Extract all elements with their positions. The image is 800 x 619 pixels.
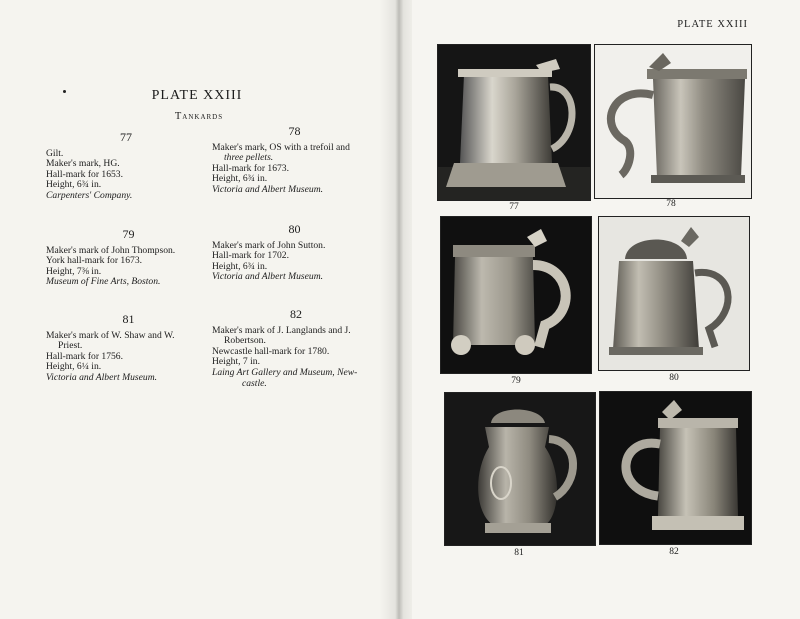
entry-line: Victoria and Albert Museum. [46, 371, 158, 383]
section-title: Tankards [174, 111, 224, 122]
entry-line: Maker's mark, HG. [46, 158, 120, 170]
entry-line: three pellets. [224, 152, 274, 164]
entry-number: 79 [122, 227, 135, 241]
tankard-photo-77 [437, 44, 591, 201]
tankard-image [599, 217, 749, 370]
entry-number: 82 [290, 307, 302, 321]
entry-number: 80 [288, 222, 301, 236]
running-head: PLATE XXIII [677, 19, 748, 30]
entry-line: Maker's mark, OS with a trefoil and [212, 141, 350, 153]
tankard-photo-79 [440, 216, 592, 374]
entry-line: Hall-mark for 1673. [212, 162, 289, 174]
entry-line: Robertson. [224, 335, 266, 347]
entry-line: Museum of Fine Arts, Boston. [46, 276, 161, 288]
tankard-image [441, 217, 591, 373]
caption-82: 82 [669, 547, 679, 557]
entry-line: Maker's mark of John Sutton. [212, 239, 326, 251]
caption-79: 79 [511, 376, 521, 386]
entry-line: Carpenters' Company. [46, 189, 133, 201]
caption-80: 80 [669, 373, 679, 383]
entry-line: Maker's mark of W. Shaw and W. [46, 329, 175, 341]
plate-title: PLATE XXIII [151, 88, 243, 103]
entry-line: Height, 6¾ in. [46, 179, 102, 191]
entry-line: Hall-mark for 1702. [212, 250, 289, 262]
caption-78: 78 [666, 199, 676, 209]
entry-line: Height, 6¾ in. [212, 260, 268, 272]
entry-82 [212, 309, 380, 389]
entry-line: Laing Art Gallery and Museum, New- [212, 366, 358, 378]
tankard-image [595, 45, 751, 198]
tankard-image [600, 392, 751, 544]
entry-line: Victoria and Albert Museum. [212, 271, 324, 283]
entry-line: Priest. [58, 340, 83, 352]
entry-line: Maker's mark of John Thompson. [46, 244, 176, 256]
entry-79 [46, 229, 211, 288]
entry-line: Height, 6¼ in. [46, 361, 102, 373]
entry-77 [46, 132, 206, 202]
entry-81 [46, 314, 211, 384]
entry-line: York hall-mark for 1673. [46, 255, 143, 267]
caption-77: 77 [509, 202, 519, 212]
entry-line: Hall-mark for 1653. [46, 168, 123, 180]
entry-line: Newcastle hall-mark for 1780. [212, 345, 330, 357]
entry-line: Gilt. [46, 147, 64, 159]
tankard-image [438, 45, 590, 200]
tankard-image [445, 393, 595, 545]
entry-line: Victoria and Albert Museum. [212, 183, 324, 195]
entry-line: Hall-mark for 1756. [46, 350, 123, 362]
entry-78 [212, 126, 377, 196]
entry-line: Height, 6¾ in. [212, 173, 268, 185]
entry-number: 77 [120, 130, 132, 144]
entry-line: castle. [242, 377, 267, 389]
entry-line: Maker's mark of J. Langlands and J. [212, 324, 351, 336]
tankard-photo-80 [598, 216, 750, 371]
entry-number: 78 [288, 124, 301, 138]
tankard-photo-82 [599, 391, 752, 545]
tankard-photo-81 [444, 392, 596, 546]
entry-line: Height, 7⅜ in. [46, 265, 102, 277]
caption-81: 81 [514, 548, 524, 558]
entry-80 [212, 224, 377, 283]
entry-line: Height, 7 in. [212, 356, 260, 368]
tankard-photo-78 [594, 44, 752, 199]
left-page [0, 0, 398, 619]
entry-number: 81 [122, 312, 135, 326]
